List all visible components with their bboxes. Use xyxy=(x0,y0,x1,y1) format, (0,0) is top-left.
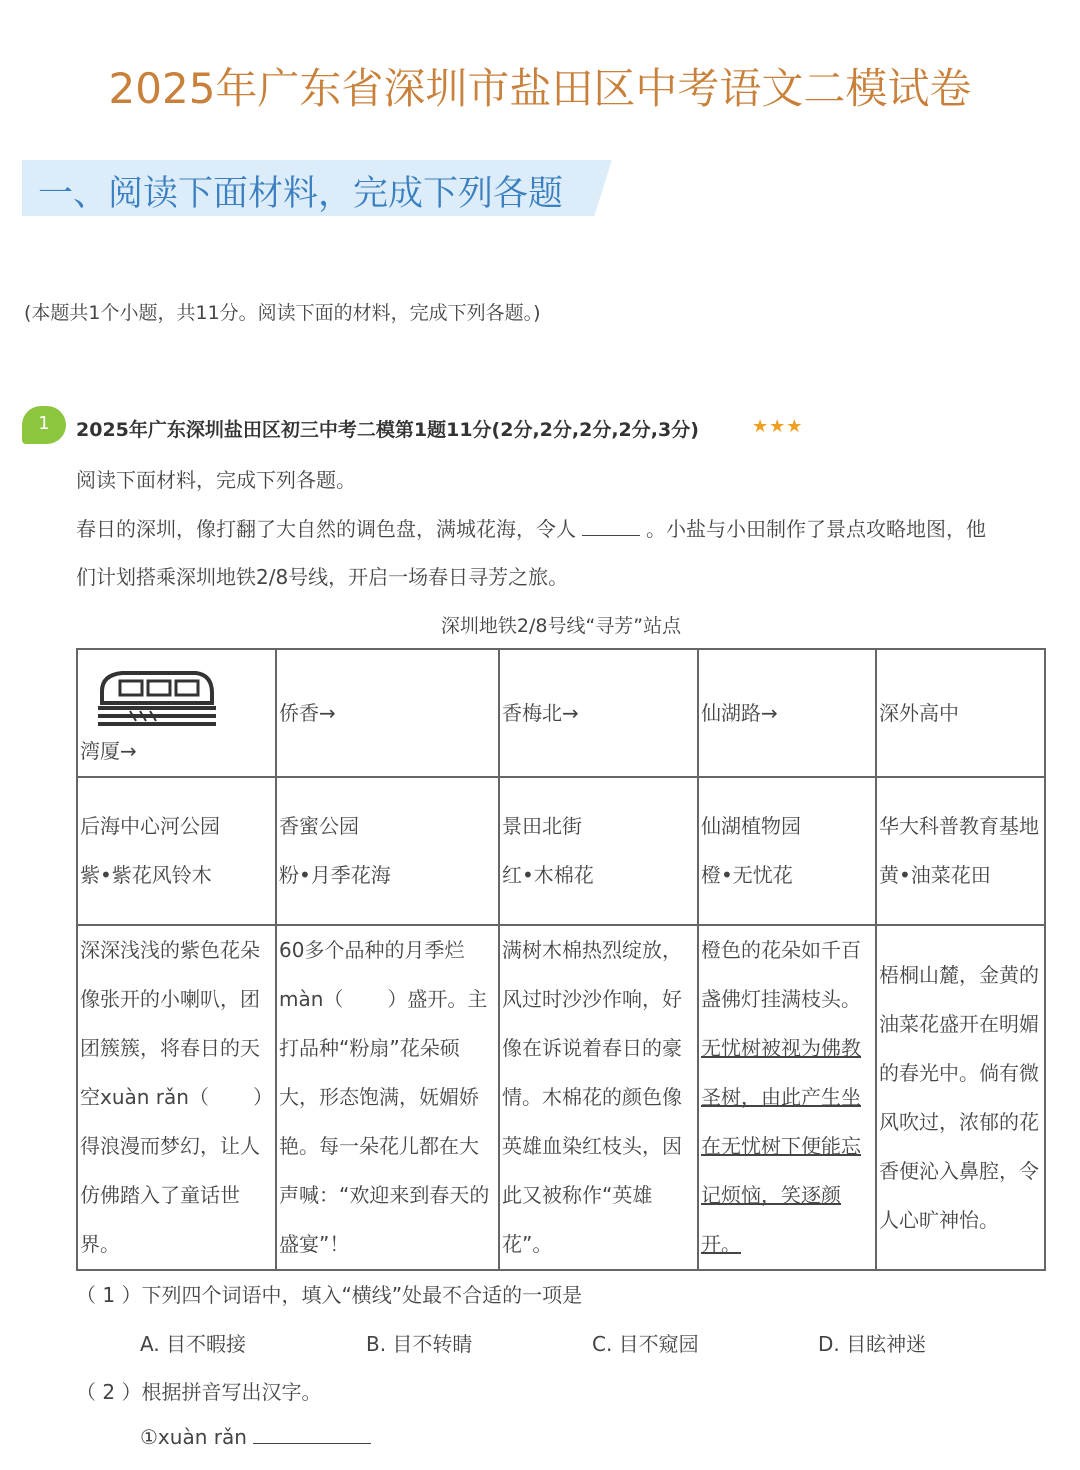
description-cell: 满树木棉热烈绽放，风过时沙沙作响，好像在诉说着春日的豪情。木棉花的颜色像英雄血染红枝头，因此又被称作“英雄花”。 xyxy=(499,925,698,1270)
place-cell: 景田北街 红•木棉花 xyxy=(499,777,698,925)
place-cell: 香蜜公园 粉•月季花海 xyxy=(276,777,499,925)
station-name: 香梅北→ xyxy=(499,649,698,777)
place-cell: 华大科普教育基地 黄•油菜花田 xyxy=(876,777,1045,925)
station-cell xyxy=(77,649,276,777)
passage-line-1: 春日的深圳，像打翻了大自然的调色盘，满城花海，令人 。小盐与小田制作了景点攻略地图，他 xyxy=(76,517,986,541)
option-b[interactable]: B. 目不转睛 xyxy=(366,1332,473,1356)
difficulty-stars: ★★★ xyxy=(752,416,804,437)
option-a[interactable]: A. 目不暇接 xyxy=(140,1332,247,1356)
question-number-badge: 1 xyxy=(22,406,66,444)
passage-line-2: 们计划搭乘深圳地铁2/8号线，开启一场春日寻芳之旅。 xyxy=(76,565,569,589)
table-row-stations xyxy=(77,649,1045,777)
description-cell: 深深浅浅的紫色花朵像张开的小喇叭，团团簇簇，将春日的天空xuàn rǎn（ ）得浪漫而梦幻，让人仿佛踏入了童话世界。 xyxy=(77,925,276,1270)
sub-question-1: （ 1 ）下列四个词语中，填入“横线”处最不合适的一项是 xyxy=(76,1283,583,1307)
station-table xyxy=(76,648,1046,1271)
place-cell: 仙湖植物园 橙•无忧花 xyxy=(698,777,876,925)
page-title: 2025年广东省深圳市盐田区中考语文二模试卷 xyxy=(108,64,972,113)
table-row-descriptions xyxy=(77,925,1045,1270)
description-cell: 橙色的花朵如千百盏佛灯挂满枝头。无忧树被视为佛教圣树，由此产生坐在无忧树下便能忘记烦恼，笑逐颜开。 xyxy=(698,925,876,1270)
station-name: 仙湖路→ xyxy=(698,649,876,777)
instruction-note: (本题共1个小题，共11分。阅读下面的材料，完成下列各题。) xyxy=(24,302,541,324)
place-cell: 后海中心河公园 紫•紫花风铃木 xyxy=(77,777,276,925)
table-row-places xyxy=(77,777,1045,925)
question-intro: 阅读下面材料，完成下列各题。 xyxy=(76,468,356,492)
station-name: 侨香→ xyxy=(276,649,499,777)
station-name: 湾厦→ xyxy=(80,739,137,763)
table-caption: 深圳地铁2/8号线“寻芳”站点 xyxy=(440,615,682,637)
option-d[interactable]: D. 目眩神迷 xyxy=(818,1332,927,1356)
answer-blank[interactable] xyxy=(253,1425,371,1444)
fill-blank[interactable] xyxy=(582,517,640,536)
description-cell: 60多个品种的月季烂màn（ ）盛开。主打品种“粉扇”花朵硕大，形态饱满，妩媚娇艳。每一朵花儿都在大声喊：“欢迎来到春天的盛宴”！ xyxy=(276,925,499,1270)
section-heading: 一、阅读下面材料，完成下列各题 xyxy=(38,174,564,214)
question-header: 2025年广东深圳盐田区初三中考二模第1题11分(2分,2分,2分,2分,3分) xyxy=(76,419,699,441)
underlined-sentence: 无忧树被视为佛教圣树，由此产生坐在无忧树下便能忘记烦恼，笑逐颜开。 xyxy=(701,1036,861,1256)
description-cell: 梧桐山麓，金黄的油菜花盛开在明媚的春光中。倘有微风吹过，浓郁的花香便沁入鼻腔，令人心旷神怡。 xyxy=(876,925,1045,1270)
station-name: 深外高中 xyxy=(876,649,1045,777)
sub-question-2-item: ①xuàn rǎn xyxy=(140,1425,371,1449)
option-c[interactable]: C. 目不窥园 xyxy=(592,1332,699,1356)
train-icon xyxy=(94,663,218,727)
sub-question-2: （ 2 ）根据拼音写出汉字。 xyxy=(76,1380,322,1404)
